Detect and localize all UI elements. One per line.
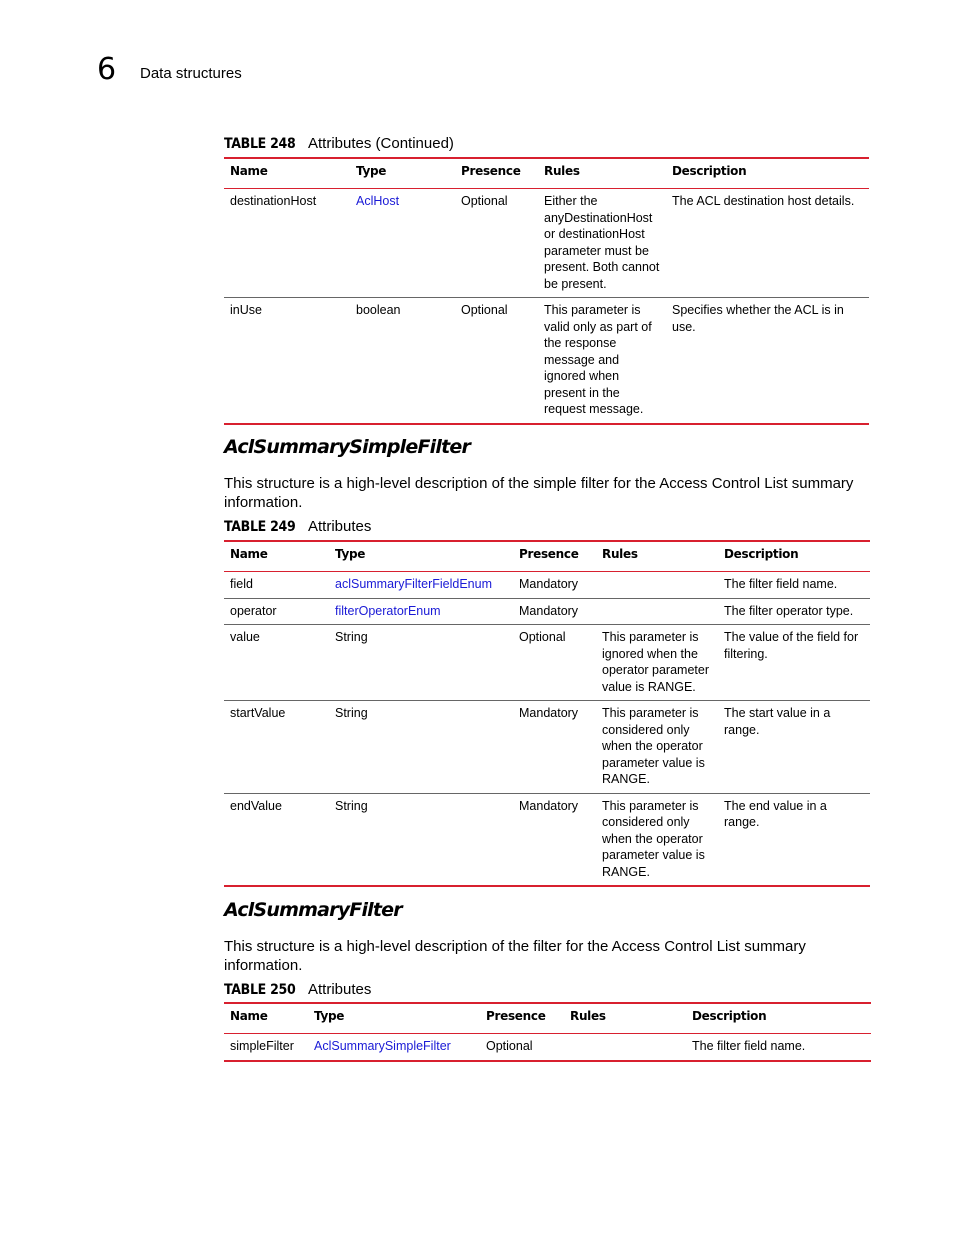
cell-presence: Optional xyxy=(513,625,596,701)
table-250 xyxy=(224,1002,871,1062)
cell-name: destinationHost xyxy=(224,189,350,298)
column-header-presence: Presence xyxy=(480,1003,564,1034)
chapter-number: 6 xyxy=(97,52,117,87)
cell-name: value xyxy=(224,625,329,701)
section-description: This structure is a high-level description of the simple filter for the Access Control List summary information. xyxy=(224,475,854,511)
cell-rules xyxy=(564,1034,686,1061)
cell-name: endValue xyxy=(224,793,329,886)
table-title: Attributes (Continued) xyxy=(308,135,454,152)
cell-description: The filter operator type. xyxy=(718,598,870,625)
column-header-description: Description xyxy=(686,1003,871,1034)
cell-rules xyxy=(596,572,718,599)
table-250-caption xyxy=(224,981,371,999)
column-header-type: Type xyxy=(350,158,455,189)
column-header-rules: Rules xyxy=(596,541,718,572)
type-link[interactable]: AclSummarySimpleFilter xyxy=(308,1034,480,1061)
table-row xyxy=(224,572,870,599)
cell-description: The filter field name. xyxy=(718,572,870,599)
cell-name: inUse xyxy=(224,298,350,424)
cell-description: The end value in a range. xyxy=(718,793,870,886)
cell-description: The value of the field for filtering. xyxy=(718,625,870,701)
cell-presence: Optional xyxy=(480,1034,564,1061)
cell-type: String xyxy=(329,793,513,886)
table-label: TABLE 249 xyxy=(224,519,296,535)
cell-presence: Mandatory xyxy=(513,572,596,599)
column-header-rules: Rules xyxy=(538,158,666,189)
cell-rules: This parameter is valid only as part of the response message and ignored when present in the request message. xyxy=(538,298,666,424)
cell-rules: This parameter is considered only when the operator parameter value is RANGE. xyxy=(596,793,718,886)
table-row xyxy=(224,1034,871,1061)
cell-type: String xyxy=(329,701,513,794)
table-248 xyxy=(224,157,869,425)
column-header-type: Type xyxy=(329,541,513,572)
column-header-description: Description xyxy=(718,541,870,572)
cell-description: The start value in a range. xyxy=(718,701,870,794)
cell-rules: This parameter is considered only when the operator parameter value is RANGE. xyxy=(596,701,718,794)
cell-rules: Either the anyDestinationHost or destinationHost parameter must be present. Both cannot be present. xyxy=(538,189,666,298)
section-title-acl-summary-filter: AclSummaryFilter xyxy=(224,899,402,921)
table-header-row xyxy=(224,541,870,572)
cell-presence: Optional xyxy=(455,189,538,298)
table-row xyxy=(224,625,870,701)
cell-type: String xyxy=(329,625,513,701)
table-249-caption xyxy=(224,518,371,536)
table-title: Attributes xyxy=(308,981,372,998)
table-row xyxy=(224,598,870,625)
table-header-row xyxy=(224,1003,871,1034)
table-title: Attributes xyxy=(308,518,372,535)
cell-name: operator xyxy=(224,598,329,625)
column-header-presence: Presence xyxy=(455,158,538,189)
cell-presence: Optional xyxy=(455,298,538,424)
cell-presence: Mandatory xyxy=(513,701,596,794)
table-row xyxy=(224,793,870,886)
table-header-row xyxy=(224,158,869,189)
column-header-name: Name xyxy=(224,158,350,189)
cell-description: The ACL destination host details. xyxy=(666,189,869,298)
cell-name: field xyxy=(224,572,329,599)
table-label: TABLE 250 xyxy=(224,982,296,998)
table-249 xyxy=(224,540,870,887)
column-header-type: Type xyxy=(308,1003,480,1034)
section-description: This structure is a high-level description of the filter for the Access Control List summary information. xyxy=(224,938,806,974)
cell-name: simpleFilter xyxy=(224,1034,308,1061)
cell-name: startValue xyxy=(224,701,329,794)
chapter-title: Data structures xyxy=(140,65,242,82)
type-link[interactable]: AclHost xyxy=(350,189,455,298)
table-row xyxy=(224,298,869,424)
table-248-caption xyxy=(224,135,454,153)
column-header-description: Description xyxy=(666,158,869,189)
type-link[interactable]: aclSummaryFilterFieldEnum xyxy=(329,572,513,599)
type-link[interactable]: filterOperatorEnum xyxy=(329,598,513,625)
section-title-acl-summary-simple-filter: AclSummarySimpleFilter xyxy=(224,436,471,458)
cell-rules xyxy=(596,598,718,625)
column-header-rules: Rules xyxy=(564,1003,686,1034)
table-row xyxy=(224,701,870,794)
column-header-name: Name xyxy=(224,1003,308,1034)
cell-rules: This parameter is ignored when the operator parameter value is RANGE. xyxy=(596,625,718,701)
table-row xyxy=(224,189,869,298)
table-label: TABLE 248 xyxy=(224,136,296,152)
column-header-name: Name xyxy=(224,541,329,572)
cell-presence: Mandatory xyxy=(513,793,596,886)
cell-description: The filter field name. xyxy=(686,1034,871,1061)
cell-description: Specifies whether the ACL is in use. xyxy=(666,298,869,424)
column-header-presence: Presence xyxy=(513,541,596,572)
cell-presence: Mandatory xyxy=(513,598,596,625)
cell-type: boolean xyxy=(350,298,455,424)
